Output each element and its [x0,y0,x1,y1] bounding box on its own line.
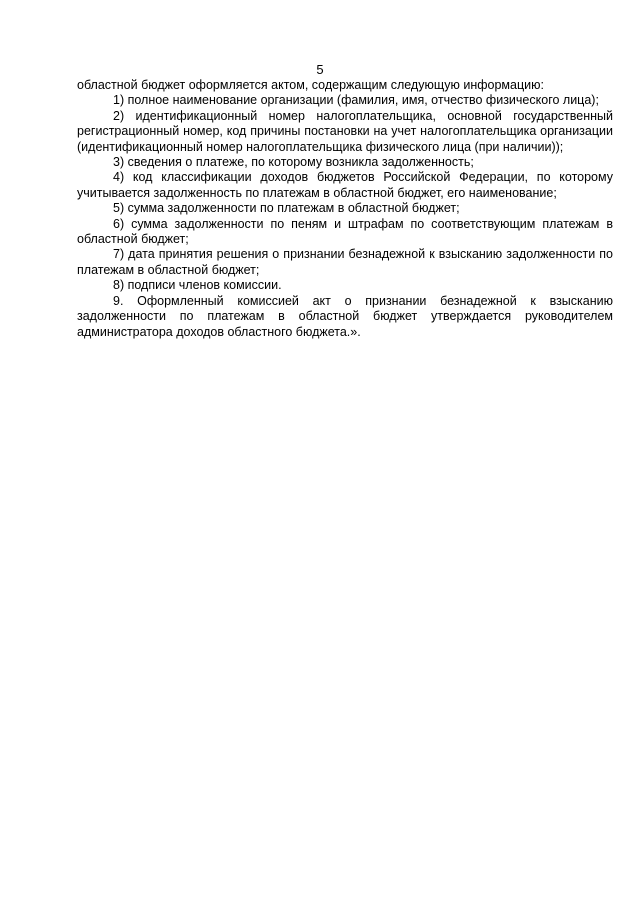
page-number: 5 [316,62,324,77]
paragraph-item-5: 5) сумма задолженности по платежам в областной бюджет; [113,201,460,216]
paragraph-item-3: 3) сведения о платеже, по которому возникла задолженность; [113,155,474,170]
paragraph-item-8: 8) подписи членов комиссии. [113,278,282,293]
paragraph-item-7: 7) дата принятия решения о признании безнадежной к взысканию задолженности по платежам в областной бюджет; [77,247,613,277]
paragraph-intro: областной бюджет оформляется актом, содержащим следующую информацию: [77,78,544,92]
paragraph-item-4: 4) код классификации доходов бюджетов Российской Федерации, по которому учитывается задолженность по платежам в областной бюджет, его наименование; [77,170,613,200]
paragraph-item-6: 6) сумма задолженности по пеням и штрафам по соответствующим платежам в областной бюджет; [77,216,613,247]
paragraph-item-2: 2) идентификационный номер налогоплательщика, основной государственный регистрационный номер, код причины постановки на учет налогоплательщика организации (идентификационный номер налогоплательщика физического лица (при наличии)); [77,108,613,154]
document-body [77,78,613,340]
paragraph-item-1: 1) полное наименование организации (фамилия, имя, отчество физического лица); [113,93,599,108]
paragraph-clause-9: 9. Оформленный комиссией акт о признании безнадежной к взысканию задолженности по платежам в областной бюджет утверждается руководителем администратора доходов областного бюджета.». [77,293,613,339]
